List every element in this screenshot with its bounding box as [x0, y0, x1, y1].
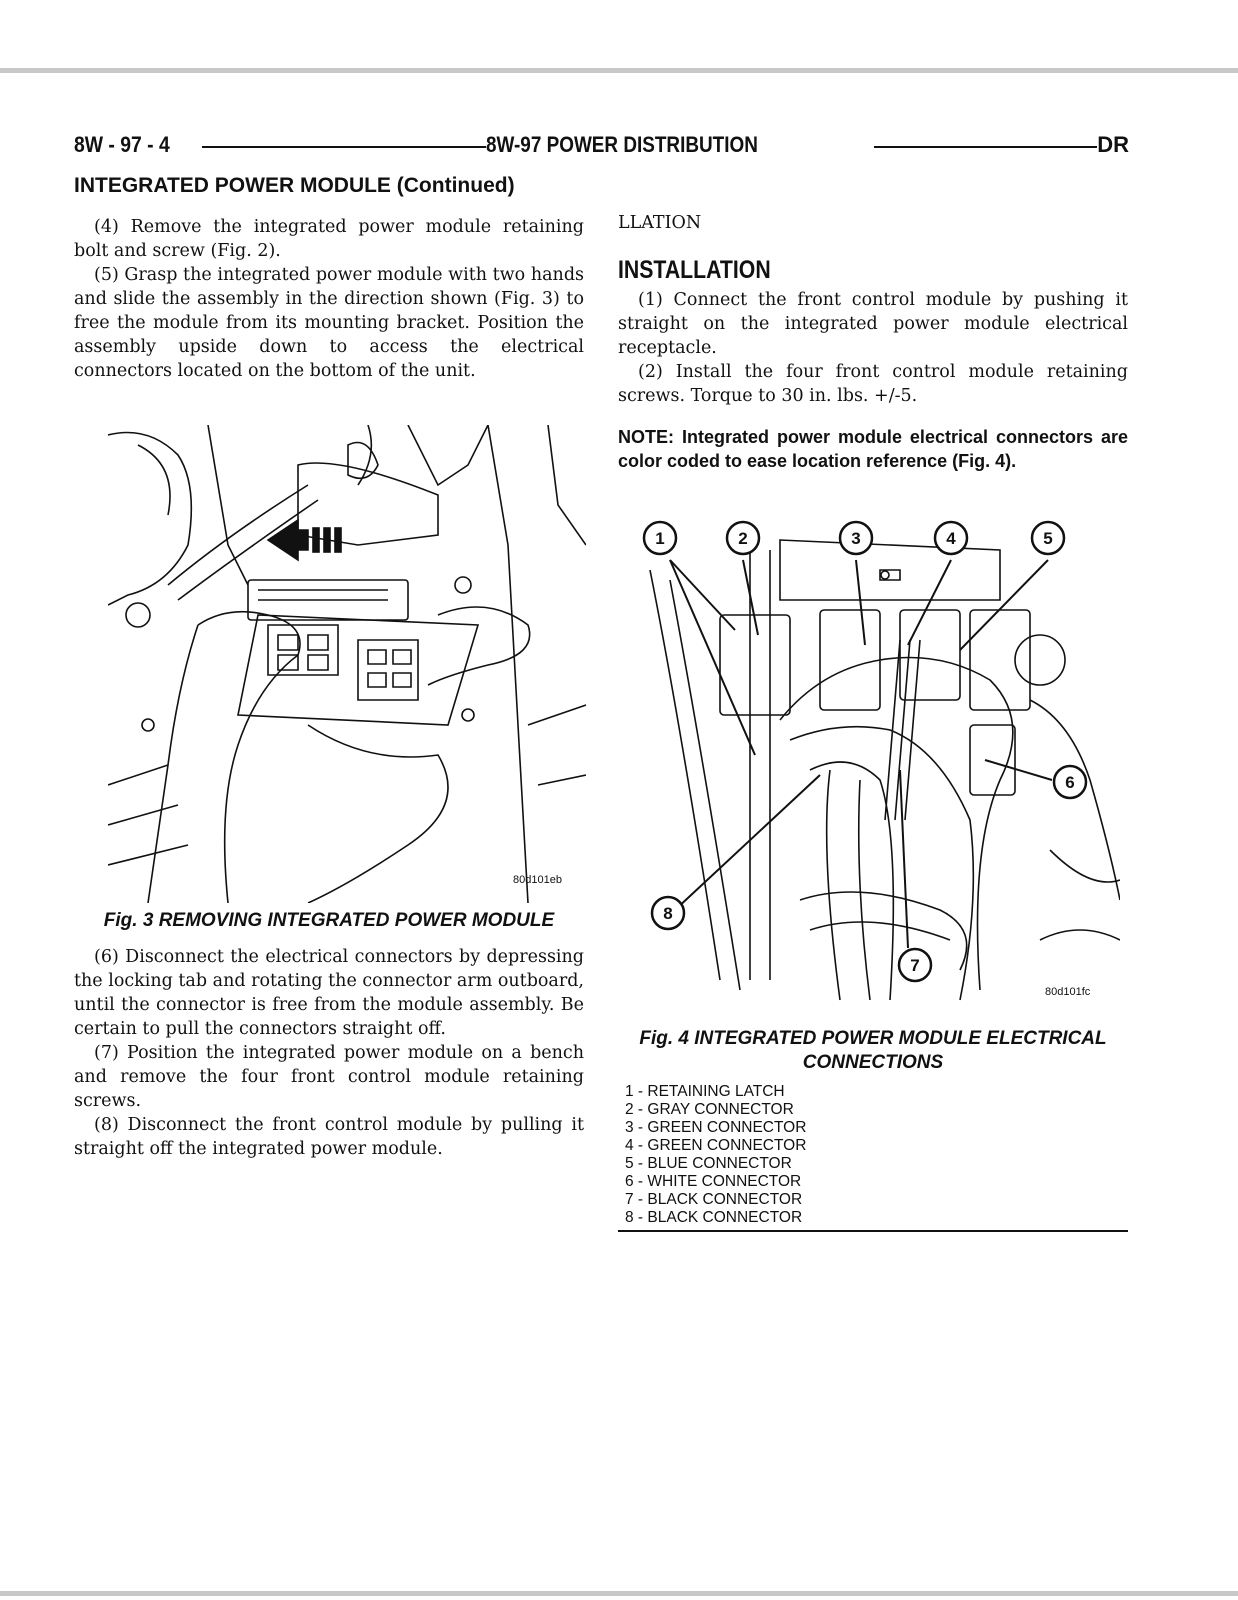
callout-7-label: 7 — [910, 956, 920, 975]
fig3-illustration — [108, 425, 586, 903]
callout-5-label: 5 — [1043, 529, 1053, 548]
model-code: DR — [1097, 132, 1129, 157]
chapter-title: 8W-97 POWER DISTRIBUTION — [486, 132, 758, 157]
installation-steps — [618, 288, 1128, 408]
header-rule-right — [874, 146, 1109, 148]
callout-8-label: 8 — [663, 904, 673, 923]
callout-2-label: 2 — [738, 529, 748, 548]
callout-1-label: 1 — [655, 529, 665, 548]
legend-item: 7 - BLACK CONNECTOR — [625, 1191, 803, 1208]
note: NOTE: Integrated power module electrical connectors are color coded to ease location reference (Fig. 4). — [618, 427, 1128, 471]
callout-7 — [899, 949, 931, 981]
left-column-top — [74, 215, 584, 383]
installation-heading: INSTALLATION — [618, 256, 771, 284]
step-5: (5) Grasp the integrated power module with two hands and slide the assembly in the direction shown (Fig. 3) to free the module from its mounting bracket. Position the assembly upside down to access the electrical connectors located on the bottom of the unit. — [74, 265, 584, 381]
fig4-illustration — [640, 520, 1120, 1010]
text-fragment: LLATION — [618, 213, 702, 233]
callout-1 — [644, 522, 676, 554]
install-step-1: (1) Connect the front control module by pushing it straight on the integrated power module electrical receptacle. — [618, 290, 1128, 358]
callout-5 — [1032, 522, 1064, 554]
callout-3 — [840, 522, 872, 554]
callout-6 — [1054, 766, 1086, 798]
fig4-code: 80d101fc — [1045, 986, 1091, 998]
legend-item: 4 - GREEN CONNECTOR — [625, 1137, 807, 1154]
step-8: (8) Disconnect the front control module by pulling it straight off the integrated power module. — [74, 1115, 584, 1159]
left-column-bottom — [74, 945, 584, 1161]
page-header — [74, 132, 1129, 162]
fig4-caption: Fig. 4 INTEGRATED POWER MODULE ELECTRICAL CONNECTIONS — [639, 1028, 1107, 1073]
direction-arrow-icon — [268, 520, 341, 560]
callout-8 — [652, 897, 684, 929]
legend-item: 6 - WHITE CONNECTOR — [625, 1173, 802, 1190]
callout-4-label: 4 — [946, 529, 956, 548]
callout-6-label: 6 — [1065, 773, 1075, 792]
callout-3-label: 3 — [851, 529, 861, 548]
legend-item: 3 - GREEN CONNECTOR — [625, 1119, 807, 1136]
connector-drawing — [650, 540, 1120, 1000]
legend-rule — [618, 1230, 1128, 1232]
install-step-2: (2) Install the four front control module retaining screws. Torque to 30 in. lbs. +/-5. — [618, 362, 1128, 406]
step-4: (4) Remove the integrated power module retaining bolt and screw (Fig. 2). — [74, 217, 584, 261]
legend-item: 2 - GRAY CONNECTOR — [625, 1101, 794, 1118]
callout-4 — [935, 522, 967, 554]
section-title: INTEGRATED POWER MODULE (Continued) — [74, 174, 515, 197]
step-7: (7) Position the integrated power module on a bench and remove the four front control module retaining screws. — [74, 1043, 584, 1111]
top-rule — [0, 68, 1238, 73]
bottom-rule — [0, 1591, 1238, 1596]
step-6: (6) Disconnect the electrical connectors by depressing the locking tab and rotating the connector arm outboard, until the connector is free from the module assembly. Be certain to pull the connectors straight off. — [74, 947, 584, 1039]
page-number: 8W - 97 - 4 — [74, 132, 170, 157]
engine-bay-drawing — [108, 425, 586, 903]
legend-item: 5 - BLUE CONNECTOR — [625, 1155, 792, 1172]
legend-item: 8 - BLACK CONNECTOR — [625, 1209, 803, 1226]
header-rule-left — [202, 146, 487, 148]
fig3-code: 80d101eb — [513, 874, 562, 886]
callout-2 — [727, 522, 759, 554]
legend-item: 1 - RETAINING LATCH — [625, 1083, 785, 1100]
fig3-caption: Fig. 3 REMOVING INTEGRATED POWER MODULE — [103, 910, 555, 931]
fig4-legend — [625, 1083, 806, 1227]
